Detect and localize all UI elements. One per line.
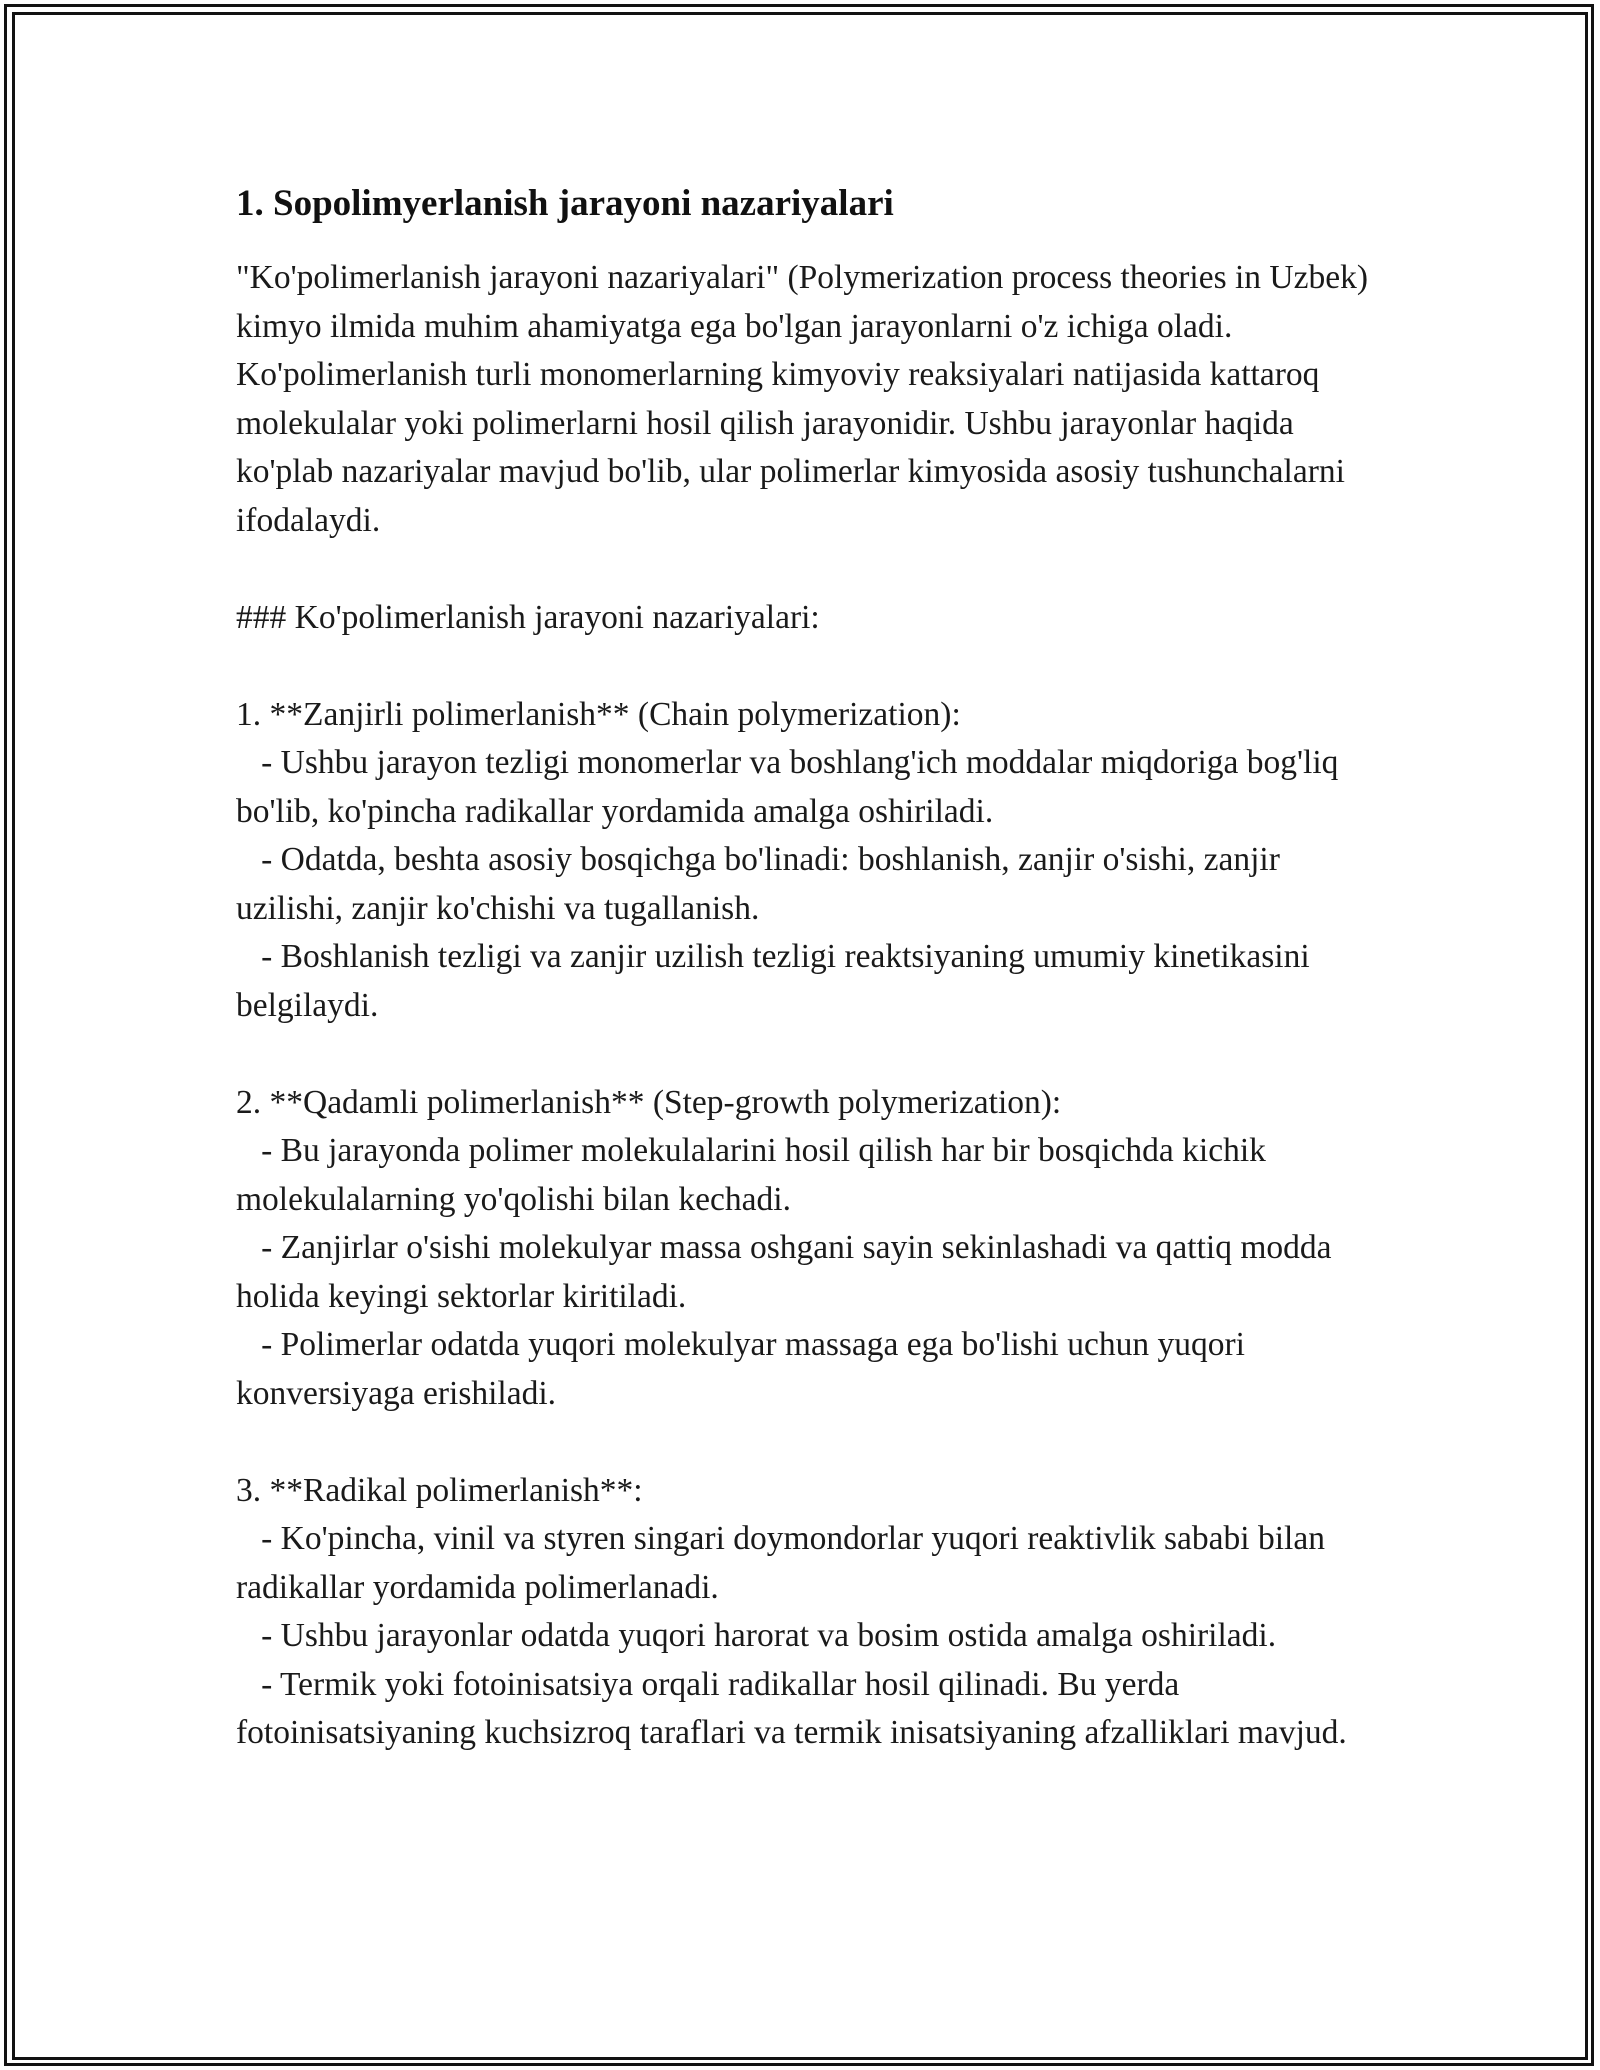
section-step-growth-polymerization xyxy=(236,1079,1376,1419)
bullet-item: - Polimerlar odatda yuqori molekulyar massaga ega bo'lishi uchun yuqori konversiyaga erishiladi. xyxy=(236,1326,1254,1412)
bullet-item: - Zanjirlar o'sishi molekulyar massa oshgani sayin sekinlashadi va qattiq modda holida keyingi sektorlar kiritiladi. xyxy=(236,1229,1340,1315)
section-heading: 1. **Zanjirli polimerlanish** (Chain polymerization): xyxy=(236,695,961,733)
spacer xyxy=(236,545,1376,594)
bullet-item: - Ko'pincha, vinil va styren singari doymondorlar yuqori reaktivlik sababi bilan radikallar yordamida polimerlanadi. xyxy=(236,1520,1334,1606)
bullet-item: - Bu jarayonda polimer molekulalarini hosil qilish har bir bosqichda kichik molekulalarning yo'qolishi bilan kechadi. xyxy=(236,1132,1275,1218)
intro-paragraph: "Ko'polimerlanish jarayoni nazariyalari" (Polymerization process theories in Uzbek) kimyo ilmida muhim ahamiyatga ega bo'lgan jarayonlarni o'z ichiga oladi. Ko'polimerlanish turli monomerlarning kimyoviy reaksiyalari natijasida kattaroq molekulalar yoki polimerlarni hosil qilish jarayonidir. Ushbu jarayonlar haqida ko'plab nazariyalar mavjud bo'lib, ular polimerlar kimyosida asosiy tushunchalarni ifodalaydi. xyxy=(236,259,1377,539)
bullet-item: - Termik yoki fotoinisatsiya orqali radikallar hosil qilinadi. Bu yerda fotoinisatsiyaning kuchsizroq taraflari va termik inisatsiyaning afzalliklari mavjud. xyxy=(236,1665,1347,1751)
bullet-item: - Odatda, beshta asosiy bosqichga bo'linadi: boshlanish, zanjir o'sishi, zanjir uzilishi, zanjir ko'chishi va tugallanish. xyxy=(236,841,1289,927)
bullet-item: - Ushbu jarayonlar odatda yuqori harorat va bosim ostida amalga oshiriladi. xyxy=(236,1617,1277,1654)
bullet-item: - Boshlanish tezligi va zanjir uzilish tezligi reaktsiyaning umumiy kinetikasini belgilaydi. xyxy=(236,938,1319,1024)
section-chain-polymerization xyxy=(236,691,1376,1031)
subheading: ### Ko'polimerlanish jarayoni nazariyalari: xyxy=(236,598,820,636)
page-title: 1. Sopolimyerlanish jarayoni nazariyalari xyxy=(236,183,894,224)
section-heading: 2. **Qadamli polimerlanish** (Step-growth polymerization): xyxy=(236,1083,1062,1121)
spacer xyxy=(236,1418,1376,1467)
section-heading: 3. **Radikal polimerlanish**: xyxy=(236,1471,643,1509)
document-page xyxy=(236,180,1376,1758)
bullet-item: - Ushbu jarayon tezligi monomerlar va boshlang'ich moddalar miqdoriga bog'liq bo'lib, ko'pincha radikallar yordamida amalga oshiriladi. xyxy=(236,744,1347,830)
spacer xyxy=(236,642,1376,691)
spacer xyxy=(236,1030,1376,1079)
section-radical-polymerization xyxy=(236,1467,1376,1758)
